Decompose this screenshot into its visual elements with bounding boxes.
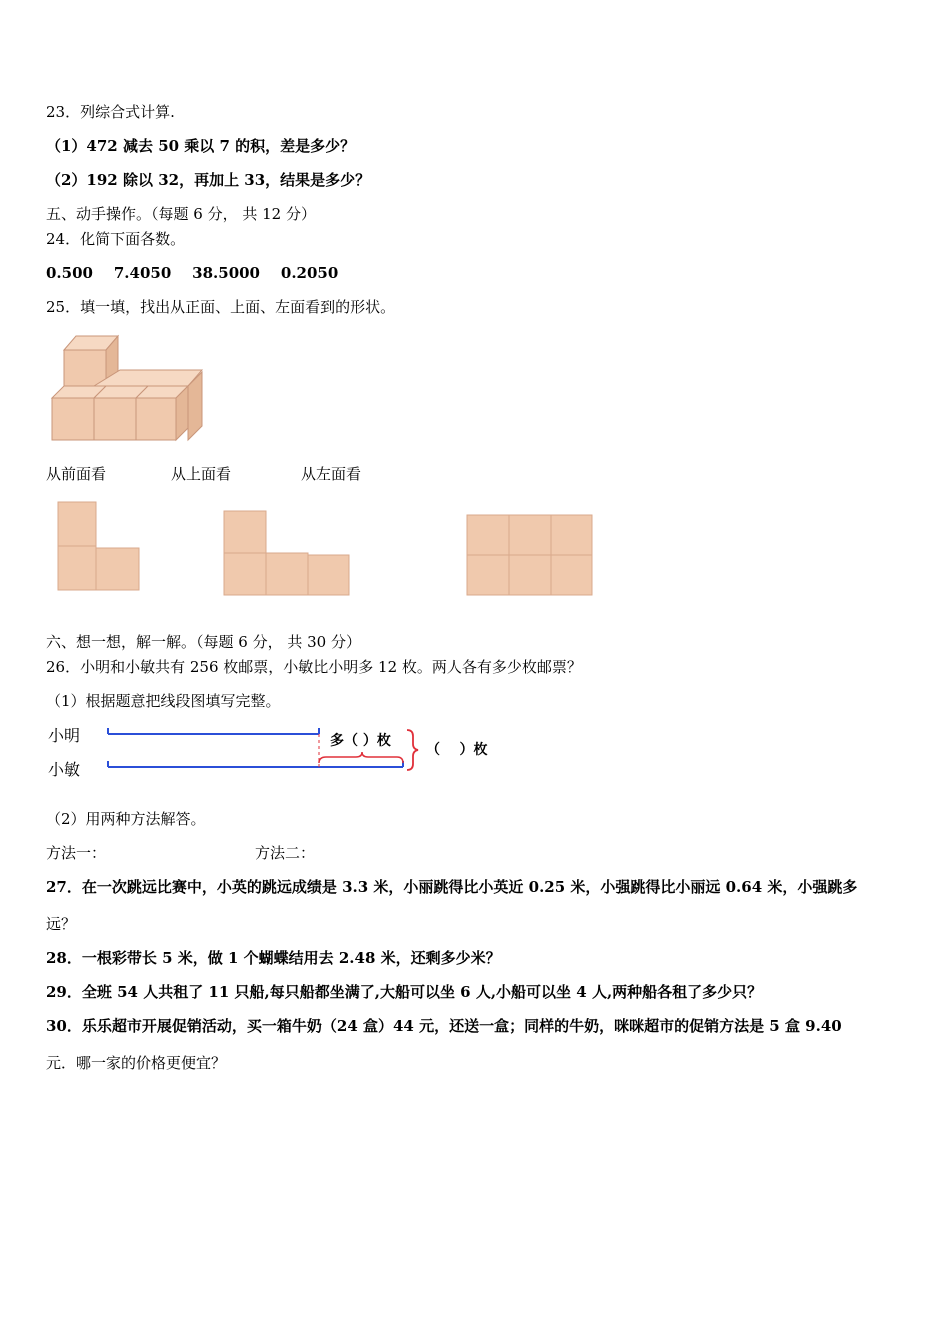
segment-name-xiaoming: 小明 <box>48 726 81 745</box>
cube-figure <box>50 330 210 445</box>
q26-title: 26．小明和小敏共有 256 枚邮票，小敏比小明多 12 枚。两人各有多少枚邮票？ <box>46 658 582 676</box>
q30-line1: 30．乐乐超市开展促销活动，买一箱牛奶（24 盒）44 元，还送一盒；同样的牛奶，咪咪超市的促销方法是 5 盒 9.40 <box>46 1017 842 1035</box>
q27-line1: 27．在一次跳远比赛中，小英的跳远成绩是 3.3 米，小丽跳得比小英近 0.25 米，小强跳得比小丽远 0.64 米，小强跳多 <box>46 878 858 896</box>
method2-label: 方法二： <box>255 844 316 862</box>
method1-label: 方法一： <box>46 844 107 862</box>
q30-line2: 元．哪一家的价格更便宜？ <box>46 1054 227 1072</box>
top-view-shape <box>222 510 352 598</box>
q23-title: 23．列综合式计算. <box>46 103 175 121</box>
view-front-label: 从前面看 <box>46 465 107 483</box>
front-view-shape <box>56 500 146 595</box>
q26-part1: （1）根据题意把线段图填写完整。 <box>46 692 281 710</box>
q29-text: 29．全班 54 人共租了 11 只船,每只船都坐满了,大船可以坐 6 人,小船可以坐 4 人,两种船各租了多少只？ <box>46 983 763 1001</box>
q24-title: 24．化简下面各数。 <box>46 230 186 248</box>
q25-title: 25．填一填，找出从正面、上面、左面看到的形状。 <box>46 298 396 316</box>
q27-line2: 远？ <box>46 915 77 933</box>
segment-name-xiaomin: 小敏 <box>48 760 81 779</box>
left-view-shape <box>466 514 596 598</box>
view-top-label: 从上面看 <box>171 465 232 483</box>
view-left-label: 从左面看 <box>301 465 362 483</box>
q26-part2: （2）用两种方法解答。 <box>46 810 206 828</box>
q23-part2: （2）192 除以 32，再加上 33，结果是多少？ <box>46 171 371 189</box>
q28-text: 28．一根彩带长 5 米，做 1 个蝴蝶结用去 2.48 米，还剩多少米？ <box>46 949 501 967</box>
section6-title: 六、想一想，解一解。（每题 6 分， 共 30 分） <box>46 633 361 651</box>
q23-part1: （1）472 减去 50 乘以 7 的积，差是多少？ <box>46 137 356 155</box>
total-label: （ ）枚 <box>426 742 488 758</box>
more-label: 多（ ）枚 <box>330 733 391 749</box>
q24-numbers: 0.500 7.4050 38.5000 0.2050 <box>46 264 339 282</box>
section5-title: 五、动手操作。（每题 6 分， 共 12 分） <box>46 205 316 223</box>
